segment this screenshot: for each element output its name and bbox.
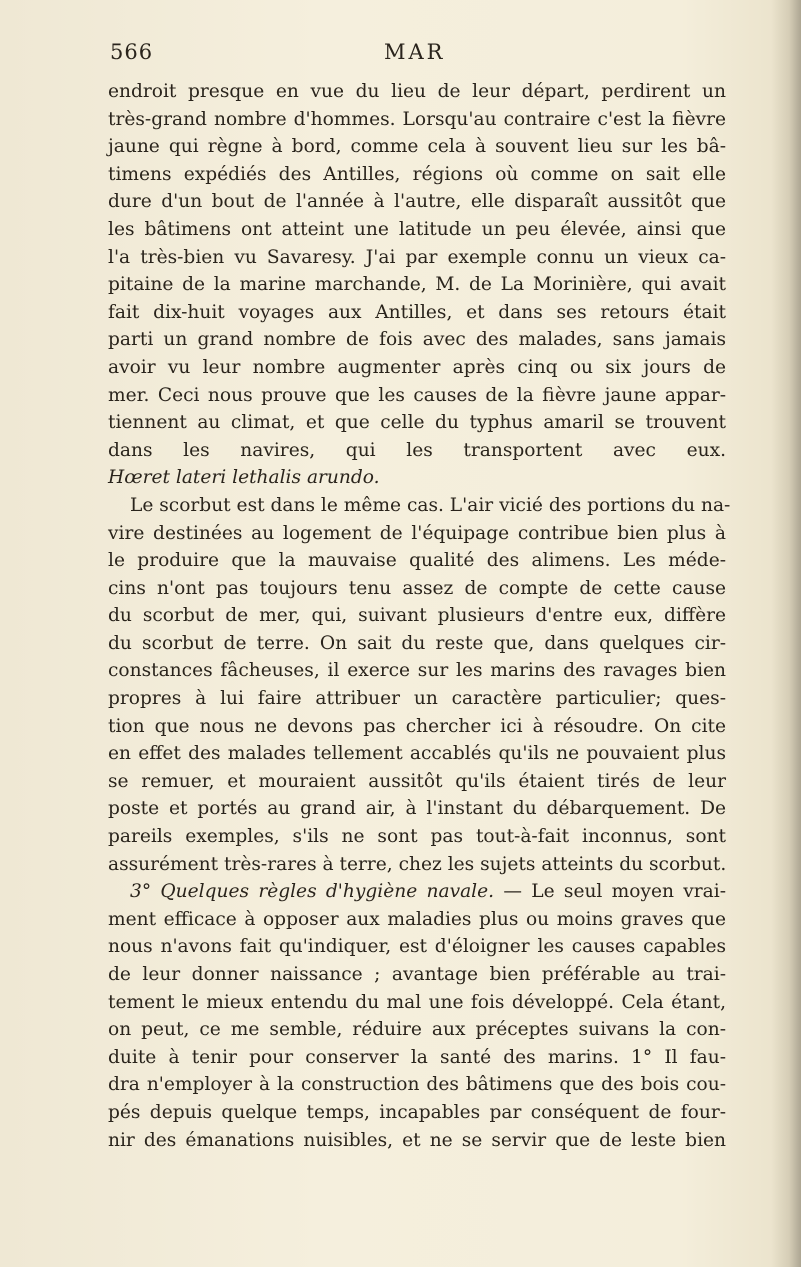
text-line: assurément très-rares à terre, chez les sujets atteints du scorbut. <box>108 853 727 875</box>
text-line: nous n'avons fait qu'indiquer, est d'éloigner les causes capables <box>108 936 726 958</box>
text-line: les bâtimens ont atteint une latitude un peu élevée, ainsi que <box>108 218 726 240</box>
text-line: jaune qui règne à bord, comme cela à souvent lieu sur les bâ- <box>108 136 726 158</box>
page-header <box>110 40 710 68</box>
latin-quote-text: Hœret lateri lethalis arundo. <box>108 467 380 489</box>
text-line: parti un grand nombre de fois avec des malades, sans jamais <box>108 329 726 351</box>
text-line: ment efficace à opposer aux maladies plus ou moins graves que <box>108 908 726 930</box>
text-line: dra n'employer à la construction des bâtimens que des bois cou- <box>108 1074 726 1096</box>
text-line: tion que nous ne devons pas chercher ici à résoudre. On cite <box>108 715 726 737</box>
text-line: nir des émanations nuisibles, et ne se servir que de leste bien <box>108 1129 726 1151</box>
page-number: 566 <box>110 40 154 64</box>
text-line: tement le mieux entendu du mal une fois développé. Cela étant, <box>108 991 726 1013</box>
text-line: du scorbut de mer, qui, suivant plusieurs d'entre eux, diffère <box>108 605 726 627</box>
text-line: dure d'un bout de l'année à l'autre, elle disparaît aussitôt que <box>108 191 726 213</box>
text-line: propres à lui faire attribuer un caractère particulier; ques- <box>108 688 726 710</box>
text-line: duite à tenir pour conserver la santé des marins. 1° Il fau- <box>108 1046 726 1068</box>
text-line: en effet des malades tellement accablés qu'ils ne pouvaient plus <box>108 743 726 765</box>
page-edge-shadow <box>771 0 801 1267</box>
paragraph-1 <box>108 78 726 492</box>
text-line: vire destinées au logement de l'équipage contribue bien plus à <box>108 522 726 544</box>
text-line: pareils exemples, s'ils ne sont pas tout-à-fait inconnus, sont <box>108 826 726 848</box>
text-line: se remuer, et mouraient aussitôt qu'ils étaient tirés de leur <box>108 770 726 792</box>
text-line: de leur donner naissance ; avantage bien préférable au trai- <box>108 964 726 985</box>
text-line: cins n'ont pas toujours tenu assez de compte de cette cause <box>108 577 726 599</box>
text-line <box>108 437 726 465</box>
section-line-rest: — Le seul moyen vrai- <box>503 881 726 903</box>
text-line: l'a très-bien vu Savaresy. J'ai par exemple connu un vieux ca- <box>108 246 726 268</box>
text-line: constances fâcheuses, il exerce sur les marins des ravages bien <box>108 660 726 682</box>
text-line: mer. Ceci nous prouve que les causes de la fièvre jaune appar- <box>108 384 726 406</box>
text-line: Le scorbut est dans le même cas. L'air vicié des portions du na- <box>130 494 731 516</box>
text-line: le produire que la mauvaise qualité des alimens. Les méde- <box>108 550 726 572</box>
text-line-part: dans les navires, qui les transportent avec eux. <box>108 439 726 461</box>
running-head: MAR <box>384 40 446 64</box>
text-line: poste et portés au grand air, à l'instant du débarquement. De <box>108 798 726 820</box>
paragraph-2 <box>108 492 731 878</box>
section-heading-line <box>108 878 726 906</box>
text-line: pés depuis quelque temps, incapables par conséquent de four- <box>108 1101 726 1123</box>
section-label: 3° Quelques règles d'hygiène navale. <box>130 881 495 903</box>
body-text <box>108 78 731 1154</box>
text-line: avoir vu leur nombre augmenter après cinq ou six jours de <box>108 356 726 378</box>
text-line: fait dix-huit voyages aux Antilles, et dans ses retours était <box>108 301 726 323</box>
text-line: du scorbut de terre. On sait du reste que, dans quelques cir- <box>108 632 726 654</box>
text-line: timens expédiés des Antilles, régions où comme on sait elle <box>108 163 726 185</box>
text-line: endroit presque en vue du lieu de leur départ, perdirent un <box>108 81 726 102</box>
paragraph-3 <box>108 878 726 1154</box>
text-line: très-grand nombre d'hommes. Lorsqu'au contraire c'est la fièvre <box>108 108 726 130</box>
text-line: pitaine de la marine marchande, M. de La Morinière, qui avait <box>108 274 726 296</box>
latin-quote-line <box>108 464 726 492</box>
text-line: on peut, ce me semble, réduire aux préceptes suivans la con- <box>108 1019 726 1041</box>
text-line: tiennent au climat, et que celle du typhus amaril se trouvent <box>108 412 726 434</box>
